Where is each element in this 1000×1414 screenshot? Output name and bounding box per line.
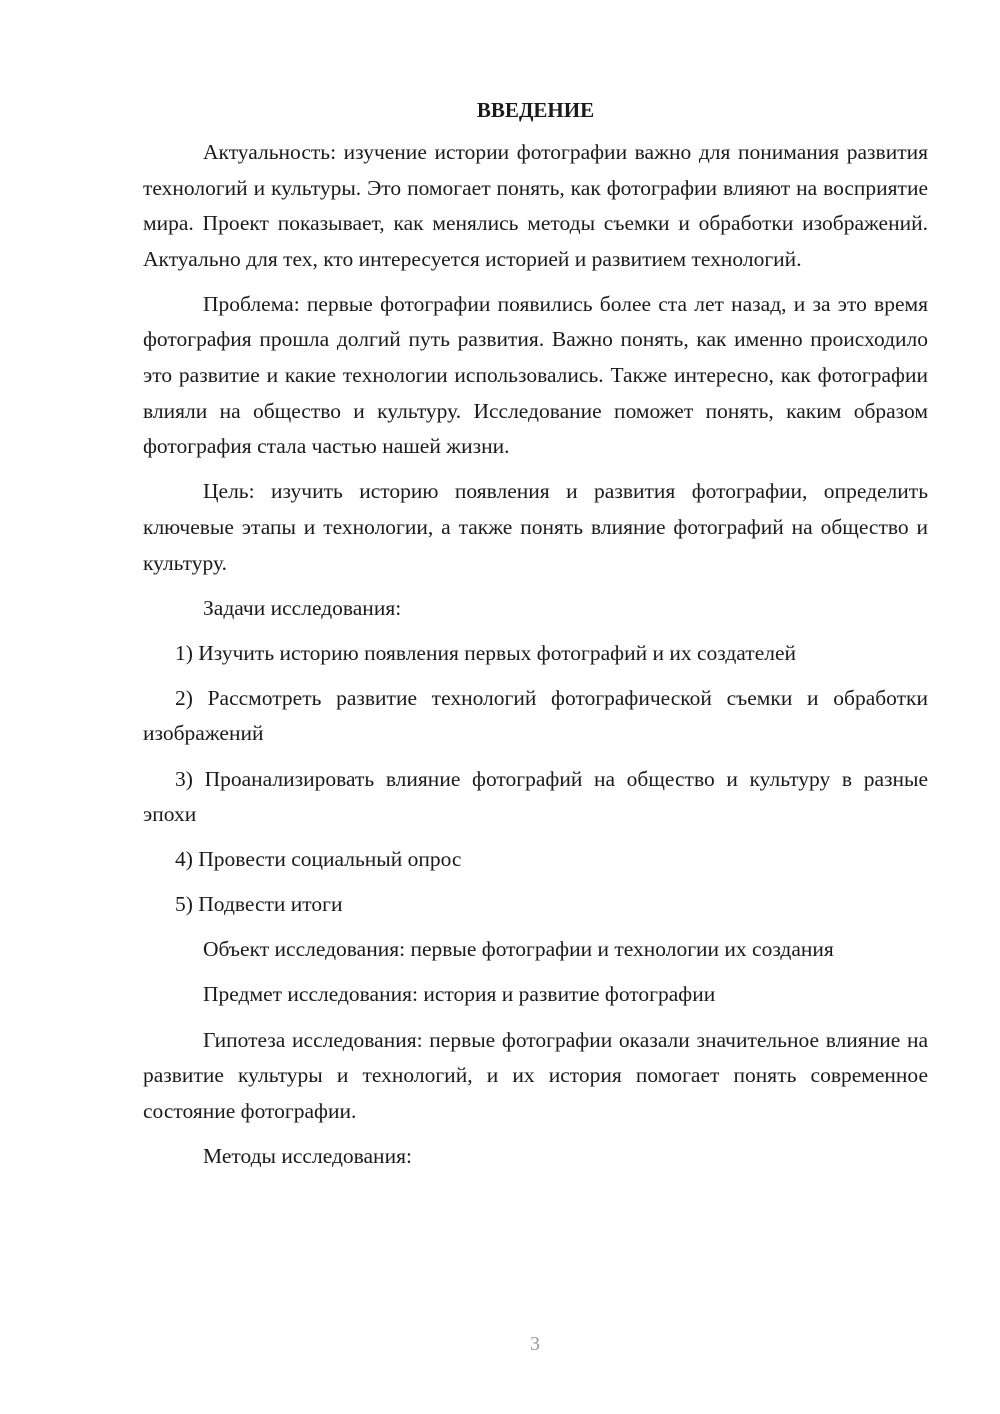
subject-paragraph: Предмет исследования: история и развитие фотографии (203, 982, 716, 1007)
tasks-title: Задачи исследования: (203, 595, 402, 620)
section-heading: ВВЕДЕНИЕ (476, 98, 595, 122)
relevance-paragraph: Актуальность: изучение истории фотографии важно для понимания развития технологий и культуры. Это помогает понять, как фотографии влияют на восприятие мира. Проект показывает, как менялись методы съемки и обработки изображений. Актуально для тех, кто интересуется историей и развитием технологий. (143, 140, 928, 271)
task-item: 4) Провести социальный опрос (175, 847, 462, 872)
object-paragraph: Объект исследования: первые фотографии и технологии их создания (203, 937, 834, 962)
page-number: 3 (530, 1333, 540, 1355)
task-item: 5) Подвести итоги (175, 892, 343, 917)
document-page (143, 95, 928, 1184)
methods-title: Методы исследования: (203, 1143, 412, 1168)
task-item: 2) Рассмотреть развитие технологий фотографической съемки и обработки изображений (143, 685, 928, 746)
task-item: 3) Проанализировать влияние фотографий на общество и культуру в разные эпохи (143, 766, 928, 827)
hypothesis-paragraph: Гипотеза исследования: первые фотографии оказали значительное влияние на развитие культуры и технологий, и их история помогает понять современное состояние фотографии. (143, 1027, 928, 1123)
problem-paragraph: Проблема: первые фотографии появились более ста лет назад, и за это время фотография прошла долгий путь развития. Важно понять, как именно происходило это развитие и какие технологии использовались. Также интересно, как фотографии влияли на общество и культуру. Исследование поможет понять, каким образом фотография стала частью нашей жизни. (143, 291, 928, 459)
task-item: 1) Изучить историю появления первых фотографий и их создателей (175, 640, 797, 665)
goal-paragraph: Цель: изучить историю появления и развития фотографии, определить ключевые этапы и технологии, а также понять влияние фотографий на общество и культуру. (143, 479, 928, 575)
